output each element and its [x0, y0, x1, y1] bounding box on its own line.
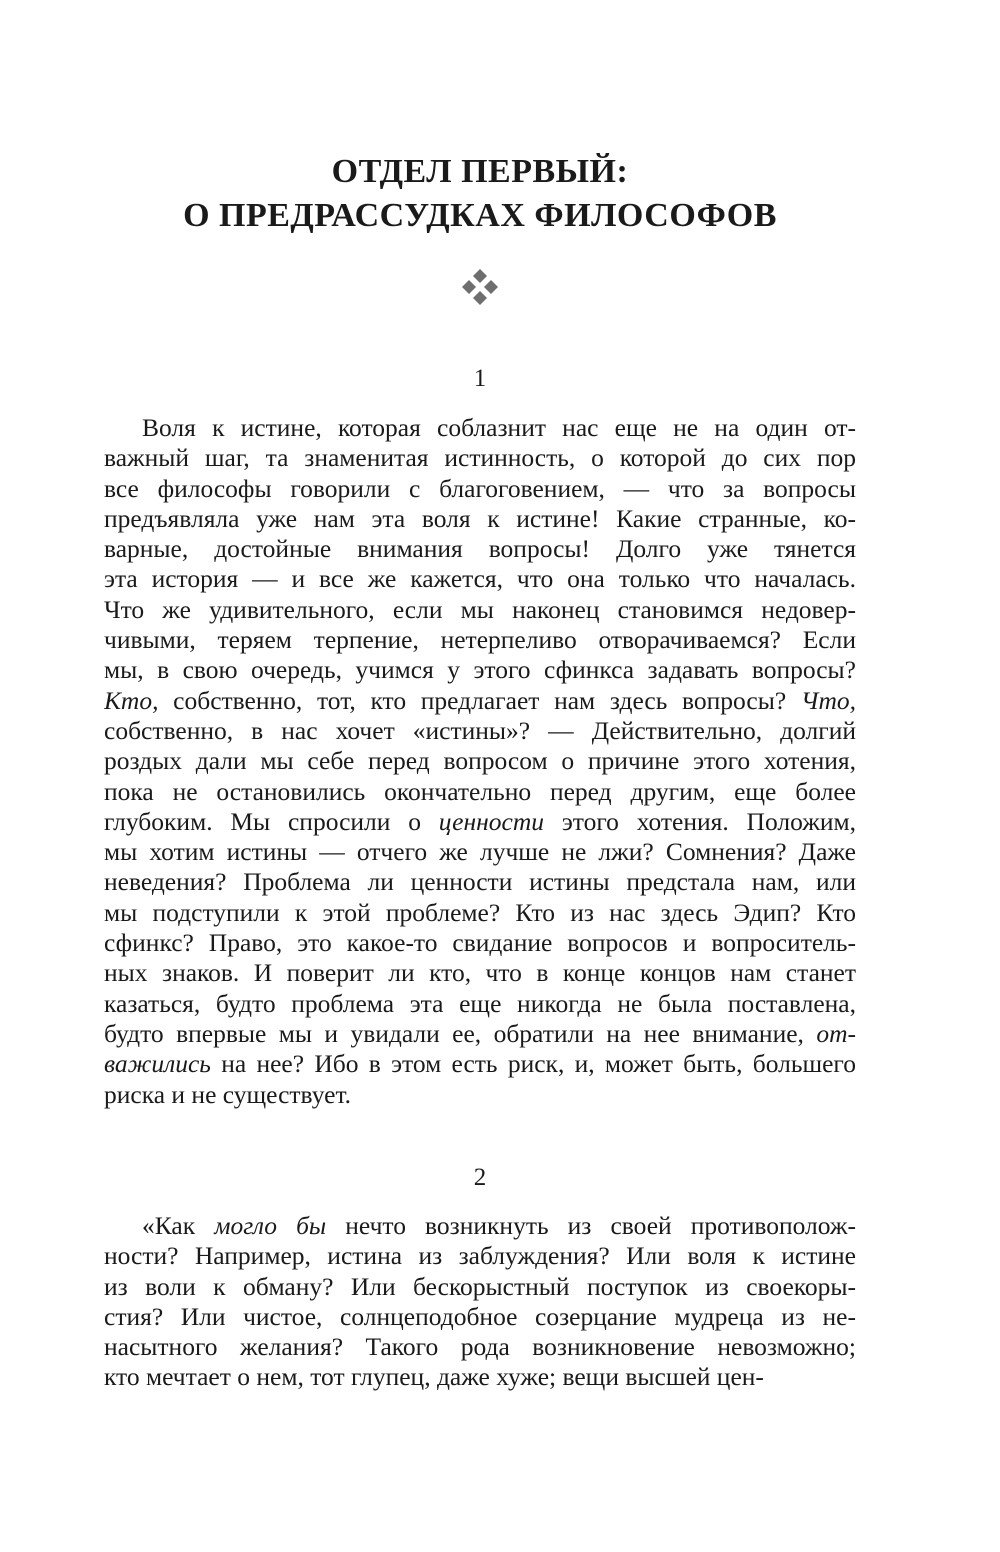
text-line [104, 807, 856, 837]
emphasis-text: Кто, [104, 685, 159, 715]
text-line [104, 1049, 856, 1079]
diamond-fleuron-icon [459, 266, 501, 308]
line-text: неведения? Проблема ли ценности истины предстала нам, или [104, 867, 856, 897]
fleuron-diamond-bottom [473, 291, 487, 305]
line-text: предъявляла уже нам эта воля к истине! Какие странные, ко- [104, 503, 856, 533]
section-number-1: 1 [473, 365, 487, 392]
text-line [104, 1019, 856, 1049]
text-line [104, 958, 856, 988]
section-1-paragraph [104, 413, 856, 1110]
line-text: Воля к истине, которая соблазнит нас еще не на один от- [142, 413, 856, 442]
line-text: на нее? Ибо в этом есть риск, и, может быть, большего [210, 1049, 856, 1079]
text-line [104, 867, 856, 897]
line-text: этого хотения. Положим, [544, 806, 856, 836]
line-text: риска и не существует. [104, 1079, 352, 1109]
text-line [104, 1080, 856, 1110]
text-line [104, 746, 856, 776]
text-line [104, 595, 856, 625]
text-line [104, 655, 856, 685]
line-text: нечто возникнуть из своей противополож- [326, 1211, 856, 1240]
section-2-paragraph [104, 1211, 856, 1393]
line-text: казаться, будто проблема эта еще никогда не была поставлена, [104, 988, 856, 1018]
line-text: варные, достойные внимания вопросы! Долго уже тянется [104, 534, 856, 564]
fleuron-diamond-top [473, 269, 487, 283]
text-line [104, 564, 856, 594]
chapter-title-line-2: О ПРЕДРАССУДКАХ ФИЛОСОФОВ [183, 197, 777, 234]
line-text: «Как [142, 1211, 215, 1240]
line-text: пока не остановились окончательно перед другим, еще более [104, 776, 856, 806]
line-text: стия? Или чистое, солнцеподобное созерцание мудреца из не- [104, 1301, 856, 1331]
text-line [104, 1362, 856, 1392]
line-text: ности? Например, истина из заблуждения? Или воля к истине [104, 1241, 856, 1271]
fleuron-diamond-right [484, 280, 498, 294]
emphasis-text: могло бы [214, 1211, 327, 1240]
emphasis-text: ценности [438, 806, 545, 836]
line-text: из воли к обману? Или бескорыстный поступок из своекоры- [104, 1271, 856, 1301]
text-line [104, 1332, 856, 1362]
line-text: мы подступили к этой проблеме? Кто из нас здесь Эдип? Кто [104, 897, 856, 927]
emphasis-text: Что, [800, 685, 856, 715]
chapter-title-line-1: ОТДЕЛ ПЕРВЫЙ: [331, 153, 629, 190]
text-line [104, 1241, 856, 1271]
line-text: чивыми, теряем терпение, нетерпеливо отворачиваемся? Если [104, 625, 856, 655]
text-line [104, 413, 856, 443]
emphasis-text: важились [104, 1049, 211, 1079]
text-line [104, 625, 856, 655]
line-text: глубоким. Мы спросили о [104, 806, 439, 836]
line-text: кто мечтает о нем, тот глупец, даже хуже; вещи высшей цен- [104, 1362, 764, 1392]
text-line [104, 837, 856, 867]
chapter-title [100, 150, 860, 238]
text-line [104, 989, 856, 1019]
text-line [104, 504, 856, 534]
line-text: мы хотим истины — отчего же лучше не лжи? Сомнения? Даже [104, 837, 856, 867]
text-line [104, 1302, 856, 1332]
line-text: Что же удивительного, если мы наконец становимся недовер- [104, 594, 856, 624]
text-line [104, 928, 856, 958]
line-text: сфинкс? Право, это какое-то свидание вопросов и вопроситель- [104, 928, 856, 958]
line-text: собственно, тот, кто предлагает нам здесь вопросы? [158, 685, 801, 715]
line-text: все философы говорили с благоговением, — что за вопросы [104, 473, 856, 503]
text-line [104, 1211, 856, 1241]
text-line [104, 474, 856, 504]
line-text: ных знаков. И поверит ли кто, что в конце концов нам станет [104, 958, 856, 988]
text-line [104, 777, 856, 807]
text-line [104, 716, 856, 746]
line-text: роздых дали мы себе перед вопросом о причине этого хотения, [104, 746, 856, 776]
text-line [104, 686, 856, 716]
line-text: насытного желания? Такого рода возникновение невозможно; [104, 1332, 856, 1362]
text-line [104, 898, 856, 928]
line-text: будто впервые мы и увидали ее, обратили на нее внимание, [104, 1018, 817, 1048]
text-line [104, 534, 856, 564]
fleuron-diamond-left [462, 280, 476, 294]
line-text: важный шаг, та знаменитая истинность, о которой до сих пор [104, 443, 856, 473]
line-text: собственно, в нас хочет «истины»? — Действительно, долгий [104, 715, 856, 745]
emphasis-text: от- [816, 1018, 856, 1048]
section-number-2: 2 [473, 1164, 487, 1191]
text-line [104, 443, 856, 473]
line-text: мы, в свою очередь, учимся у этого сфинкса задавать вопросы? [104, 655, 856, 685]
line-text: эта история — и все же кажется, что она только что началась. [104, 564, 856, 594]
text-line [104, 1272, 856, 1302]
